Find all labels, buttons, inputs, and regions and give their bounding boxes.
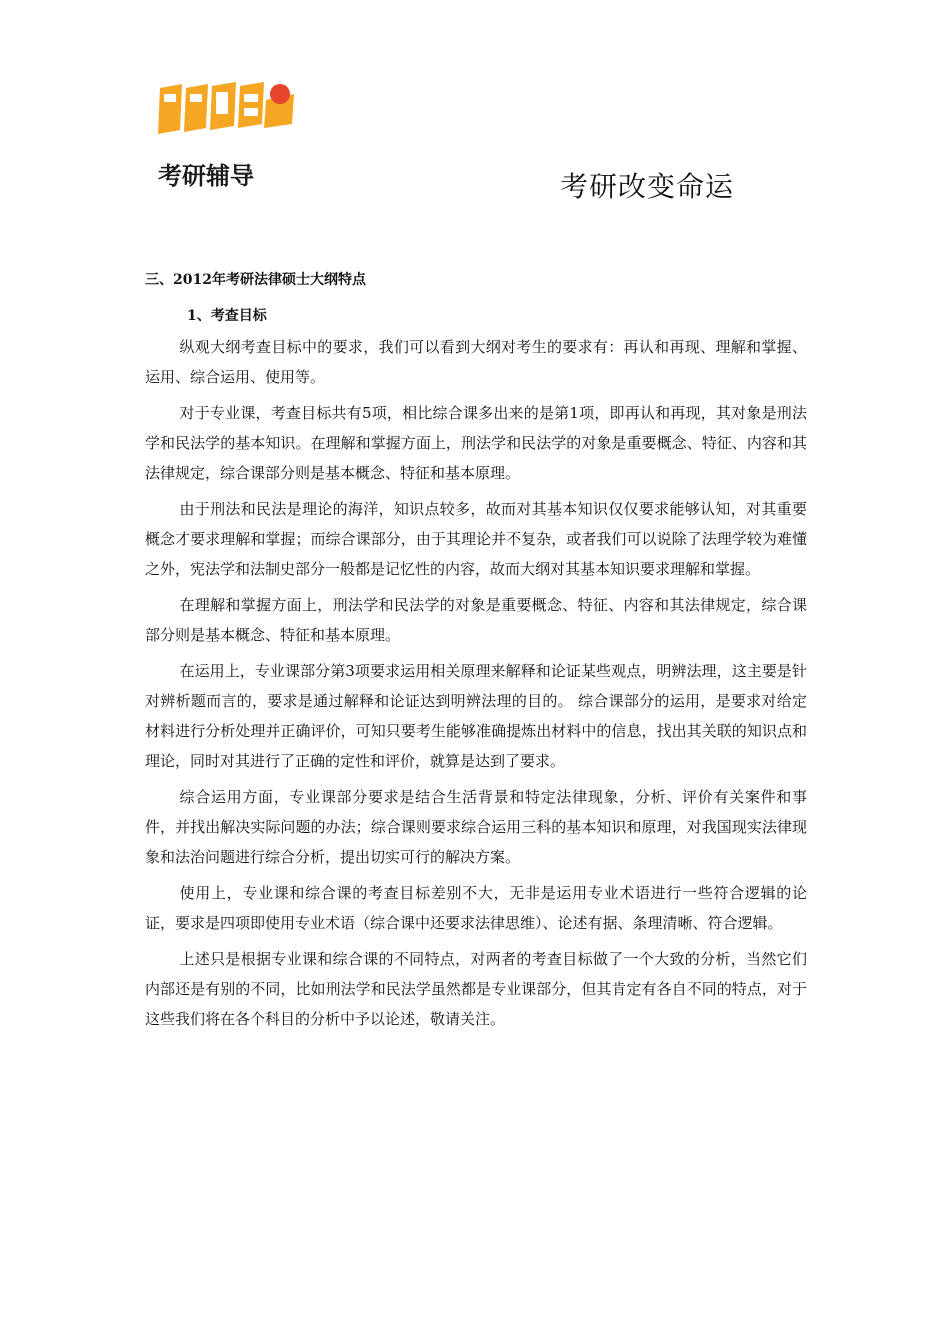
document-body	[145, 268, 807, 1040]
slogan: 考研改变命运	[560, 170, 735, 203]
kaicheng-logo-graphic	[152, 80, 302, 195]
logo-dot	[270, 84, 290, 104]
paragraph: 纵观大纲考查目标中的要求，我们可以看到大纲对考生的要求有：再认和再现、理解和掌握、运用、综合运用、使用等。	[145, 338, 807, 386]
paragraph: 综合运用方面，专业课部分要求是结合生活背景和特定法律现象，分析、评价有关案件和事件，并找出解决实际问题的办法；综合课则要求综合运用三科的基本知识和原理，对我国现实法律现象和法治问题进行综合分析，提出切实可行的解决方案。	[145, 788, 807, 866]
logo-subtitle: 考研辅导	[158, 162, 254, 190]
section-title: 三、2012年考研法律硕士大纲特点	[145, 272, 366, 288]
subsection-title: 1、考查目标	[187, 308, 267, 324]
paragraph: 在理解和掌握方面上，刑法学和民法学的对象是重要概念、特征、内容和其法律规定，综合课部分则是基本概念、特征和基本原理。	[145, 596, 807, 644]
paragraph: 由于刑法和民法是理论的海洋，知识点较多，故而对其基本知识仅仅要求能够认知，对其重要概念才要求理解和掌握；而综合课部分，由于其理论并不复杂，或者我们可以说除了法理学较为难懂之外，宪法学和法制史部分一般都是记忆性的内容，故而大纲对其基本知识要求理解和掌握。	[145, 500, 807, 578]
paragraph: 使用上，专业课和综合课的考查目标差别不大，无非是运用专业术语进行一些符合逻辑的论证，要求是四项即使用专业术语（综合课中还要求法律思维）、论述有据、条理清晰、符合逻辑。	[145, 884, 807, 932]
paragraph: 在运用上，专业课部分第3项要求运用相关原理来解释和论证某些观点，明辨法理，这主要是针对辨析题而言的，要求是通过解释和论证达到明辨法理的目的。 综合课部分的运用，是要求对给定材料进行分析处理并正确评价，可知只要考生能够准确提炼出材料中的信息，找出其关联的知识点和理论，同时对其进行了正确的定性和评价，就算是达到了要求。	[145, 662, 807, 770]
company-logo	[152, 80, 302, 195]
paragraph: 对于专业课，考查目标共有5项，相比综合课多出来的是第1项，即再认和再现，其对象是刑法学和民法学的基本知识。在理解和掌握方面上，刑法学和民法学的对象是重要概念、特征、内容和其法律规定，综合课部分则是基本概念、特征和基本原理。	[145, 404, 807, 482]
paragraph: 上述只是根据专业课和综合课的不同特点，对两者的考查目标做了一个大致的分析，当然它们内部还是有别的不同，比如刑法学和民法学虽然都是专业课部分，但其肯定有各自不同的特点，对于这些我们将在各个科目的分析中予以论述，敬请关注。	[145, 950, 807, 1028]
